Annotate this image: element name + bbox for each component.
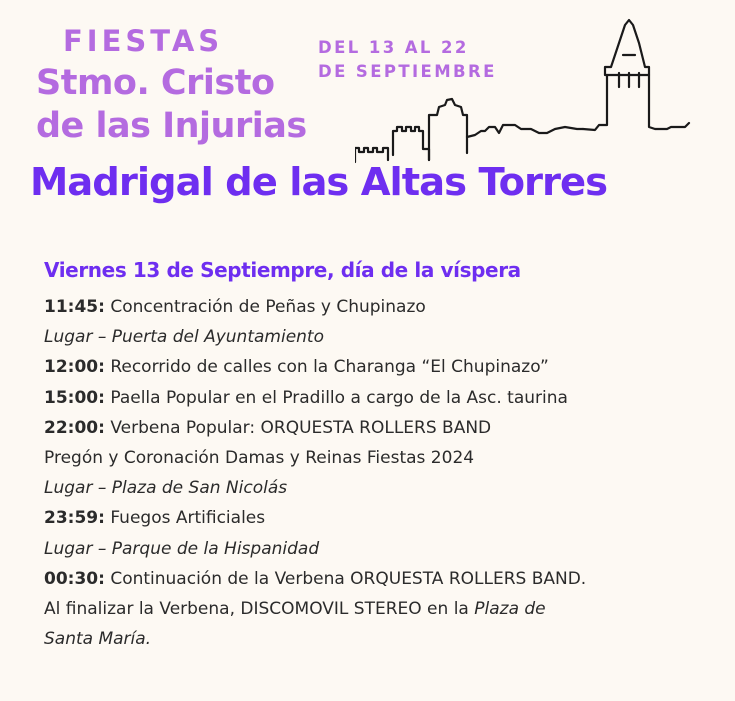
date-range-line-2: DE SEPTIEMBRE xyxy=(318,62,497,81)
event-line xyxy=(44,383,586,413)
event-location: Lugar – Parque de la Hispanidad xyxy=(44,538,320,559)
event-time: 12:00: xyxy=(44,357,105,378)
event-location: Lugar – Plaza de San Nicolás xyxy=(44,478,288,499)
event-location: Lugar – Puerta del Ayuntamiento xyxy=(44,327,324,348)
event-line xyxy=(44,352,586,382)
day-heading: Viernes 13 de Septiempre, día de la víspera xyxy=(44,258,521,282)
event-description: Fuegos Artificiales xyxy=(104,508,266,529)
town-name: Madrigal de las Altas Torres xyxy=(30,160,608,205)
event-time: 23:59: xyxy=(44,508,105,529)
event-description: Recorrido de calles con la Charanga “El Chupinazo” xyxy=(104,357,549,378)
event-description: Al finalizar la Verbena, DISCOMOVIL STEREO en la xyxy=(44,599,475,620)
event-time: 15:00: xyxy=(44,387,105,408)
event-description: Verbena Popular: ORQUESTA ROLLERS BAND xyxy=(104,417,492,438)
date-range-line-1: DEL 13 AL 22 xyxy=(318,38,469,57)
event-line xyxy=(44,413,586,443)
event-line xyxy=(44,503,586,533)
event-line xyxy=(44,292,586,322)
event-venue: Plaza de xyxy=(474,599,546,620)
town-skyline-icon xyxy=(355,15,695,175)
event-time: 00:30: xyxy=(44,568,105,589)
event-time: 22:00: xyxy=(44,417,105,438)
fiestas-label: FIESTAS xyxy=(63,24,224,58)
event-description: Continuación de la Verbena ORQUESTA ROLLERS BAND. xyxy=(104,568,587,589)
event-venue: Santa María. xyxy=(44,629,152,650)
event-description: Paella Popular en el Pradillo a cargo de la Asc. taurina xyxy=(104,387,568,408)
event-program xyxy=(44,292,586,654)
event-description: Concentración de Peñas y Chupinazo xyxy=(104,297,426,317)
event-time: 11:45: xyxy=(44,297,105,317)
festival-title-line-1: Stmo. Cristo xyxy=(36,63,275,103)
festival-title-line-2: de las Injurias xyxy=(36,106,307,146)
event-line xyxy=(44,594,586,624)
event-line xyxy=(44,564,586,594)
festival-title xyxy=(36,62,307,148)
event-description-continued: Pregón y Coronación Damas y Reinas Fiestas 2024 xyxy=(44,448,475,469)
